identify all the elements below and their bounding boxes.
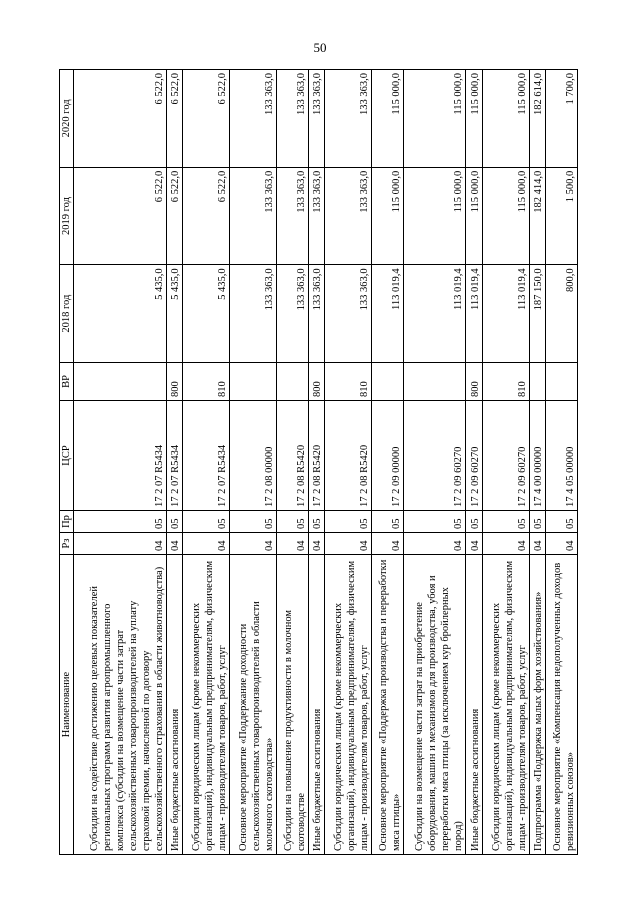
cell-name: Иные бюджетные ассигнования	[466, 555, 482, 855]
cell-name: Субсидии на содействие достижению целевых показателей региональных программ развития агропромышленного комплекса (субсидии на возмещение части затрат сельскохозяйственных товаропроизводителей на уплату страховой премии, начисленной по договору сельскохозяйственного страхования в области животноводства)	[74, 555, 167, 855]
cell-csr: 17 2 08 R5420	[325, 401, 372, 511]
cell-pr: 05	[325, 511, 372, 533]
cell-rz: 04	[308, 533, 324, 555]
cell-name: Основное мероприятие «Поддержка производства и переработки мяса птицы»	[372, 555, 404, 855]
cell-2019: 133 363,0	[308, 167, 324, 265]
cell-rz: 04	[183, 533, 230, 555]
rotated-table-container	[59, 70, 578, 855]
cell-2018: 5 435,0	[183, 265, 230, 363]
cell-2020: 6 522,0	[74, 70, 167, 168]
cell-vr: 800	[308, 363, 324, 401]
cell-2020: 133 363,0	[277, 70, 309, 168]
table-row	[183, 70, 230, 855]
table-row	[372, 70, 404, 855]
cell-2018: 133 363,0	[230, 265, 277, 363]
cell-rz: 04	[529, 533, 545, 555]
cell-2019: 133 363,0	[325, 167, 372, 265]
table-row	[529, 70, 545, 855]
cell-rz: 04	[230, 533, 277, 555]
cell-vr	[74, 363, 167, 401]
cell-pr: 05	[166, 511, 182, 533]
table-row	[166, 70, 182, 855]
cell-2019: 182 414,0	[529, 167, 545, 265]
cell-2019: 133 363,0	[230, 167, 277, 265]
cell-2018: 113 019,4	[372, 265, 404, 363]
cell-2020: 133 363,0	[308, 70, 324, 168]
page-number: 50	[313, 40, 327, 55]
cell-csr: 17 2 08 R5420	[277, 401, 309, 511]
cell-pr: 05	[372, 511, 404, 533]
cell-rz: 04	[325, 533, 372, 555]
cell-2020: 1 700,0	[546, 70, 578, 168]
cell-pr: 05	[74, 511, 167, 533]
cell-2020: 6 522,0	[166, 70, 182, 168]
cell-2018: 5 435,0	[74, 265, 167, 363]
table-row	[546, 70, 578, 855]
table-row	[74, 70, 167, 855]
cell-rz: 04	[546, 533, 578, 555]
cell-csr: 17 4 00 00000	[529, 401, 545, 511]
cell-csr: 17 2 07 R5434	[74, 401, 167, 511]
cell-name: Иные бюджетные ассигнования	[166, 555, 182, 855]
cell-2018: 133 363,0	[325, 265, 372, 363]
cell-name: Иные бюджетные ассигнования	[308, 555, 324, 855]
cell-pr: 05	[230, 511, 277, 533]
cell-csr: 17 2 08 00000	[230, 401, 277, 511]
cell-name: Субсидии юридическим лицам (кроме некоммерческих организаций), индивидуальным предпринимателям, физическим лицам - производителям товаров, работ, услуг	[325, 555, 372, 855]
cell-2019: 115 000,0	[482, 167, 529, 265]
cell-2019: 133 363,0	[277, 167, 309, 265]
cell-name: Основное мероприятие «Поддержание доходности сельскохозяйственных товаропроизводителей в области молочного скотоводства»	[230, 555, 277, 855]
cell-csr: 17 2 09 60270	[466, 401, 482, 511]
table-row	[230, 70, 277, 855]
header-2018: 2018 год	[60, 265, 74, 363]
header-vr: ВР	[60, 363, 74, 401]
cell-csr: 17 2 07 R5434	[183, 401, 230, 511]
cell-name: Субсидии юридическим лицам (кроме некоммерческих организаций), индивидуальным предпринимателям, физическим лицам - производителям товаров, работ, услуг	[482, 555, 529, 855]
cell-rz: 04	[277, 533, 309, 555]
cell-vr: 810	[183, 363, 230, 401]
cell-csr: 17 2 08 R5420	[308, 401, 324, 511]
cell-2020: 182 614,0	[529, 70, 545, 168]
budget-table	[59, 69, 578, 855]
cell-csr: 17 4 05 00000	[546, 401, 578, 511]
table-row	[466, 70, 482, 855]
cell-2018: 113 019,4	[482, 265, 529, 363]
cell-2019: 115 000,0	[466, 167, 482, 265]
table-row	[277, 70, 309, 855]
header-2020: 2020 год	[60, 70, 74, 168]
cell-name: Субсидии юридическим лицам (кроме некоммерческих организаций), индивидуальным предпринимателям, физическим лицам - производителям товаров, работ, услуг	[183, 555, 230, 855]
cell-pr: 05	[466, 511, 482, 533]
cell-pr: 05	[277, 511, 309, 533]
cell-csr: 17 2 09 60270	[482, 401, 529, 511]
cell-rz: 04	[74, 533, 167, 555]
cell-name: Подпрограмма «Поддержка малых форм хозяйствования»	[529, 555, 545, 855]
cell-vr: 800	[466, 363, 482, 401]
cell-vr	[230, 363, 277, 401]
cell-2018: 113 019,4	[404, 265, 466, 363]
header-name: Наименование	[60, 555, 74, 855]
cell-pr: 05	[482, 511, 529, 533]
cell-vr	[404, 363, 466, 401]
cell-pr: 05	[529, 511, 545, 533]
cell-rz: 04	[482, 533, 529, 555]
cell-2020: 133 363,0	[325, 70, 372, 168]
cell-2018: 133 363,0	[308, 265, 324, 363]
cell-rz: 04	[372, 533, 404, 555]
cell-pr: 05	[183, 511, 230, 533]
cell-vr	[372, 363, 404, 401]
cell-2020: 115 000,0	[482, 70, 529, 168]
cell-2019: 1 500,0	[546, 167, 578, 265]
cell-vr: 810	[325, 363, 372, 401]
cell-2019: 6 522,0	[166, 167, 182, 265]
cell-2020: 115 000,0	[372, 70, 404, 168]
cell-csr: 17 2 07 R5434	[166, 401, 182, 511]
table-header-row	[60, 70, 74, 855]
cell-2020: 115 000,0	[466, 70, 482, 168]
cell-rz: 04	[466, 533, 482, 555]
header-2019: 2019 год	[60, 167, 74, 265]
cell-csr: 17 2 09 00000	[372, 401, 404, 511]
cell-2019: 115 000,0	[404, 167, 466, 265]
cell-name: Основное мероприятие «Компенсация недополученных доходов ревизионных союзов»	[546, 555, 578, 855]
cell-csr: 17 2 09 60270	[404, 401, 466, 511]
cell-2018: 187 150,0	[529, 265, 545, 363]
cell-2018: 800,0	[546, 265, 578, 363]
cell-2019: 115 000,0	[372, 167, 404, 265]
table-row	[325, 70, 372, 855]
cell-2020: 115 000,0	[404, 70, 466, 168]
cell-2018: 133 363,0	[277, 265, 309, 363]
cell-2018: 5 435,0	[166, 265, 182, 363]
cell-2018: 113 019,4	[466, 265, 482, 363]
cell-name: Субсидии на повышение продуктивности в молочном скотоводстве	[277, 555, 309, 855]
cell-vr	[546, 363, 578, 401]
header-pr: Пр	[60, 511, 74, 533]
cell-vr: 800	[166, 363, 182, 401]
cell-2020: 133 363,0	[230, 70, 277, 168]
cell-2019: 6 522,0	[74, 167, 167, 265]
cell-2020: 6 522,0	[183, 70, 230, 168]
cell-rz: 04	[404, 533, 466, 555]
cell-pr: 05	[546, 511, 578, 533]
cell-pr: 05	[308, 511, 324, 533]
header-csr: ЦСР	[60, 401, 74, 511]
cell-pr: 05	[404, 511, 466, 533]
cell-rz: 04	[166, 533, 182, 555]
cell-vr	[277, 363, 309, 401]
header-rz: Рз	[60, 533, 74, 555]
table-row	[482, 70, 529, 855]
cell-vr: 810	[482, 363, 529, 401]
cell-name: Субсидии на возмещение части затрат на приобретение оборудования, машин и механизмов для производства, убоя и переработки мяса птицы (за исключением кур бройлерных пород)	[404, 555, 466, 855]
table-row	[308, 70, 324, 855]
cell-2019: 6 522,0	[183, 167, 230, 265]
table-row	[404, 70, 466, 855]
cell-vr	[529, 363, 545, 401]
